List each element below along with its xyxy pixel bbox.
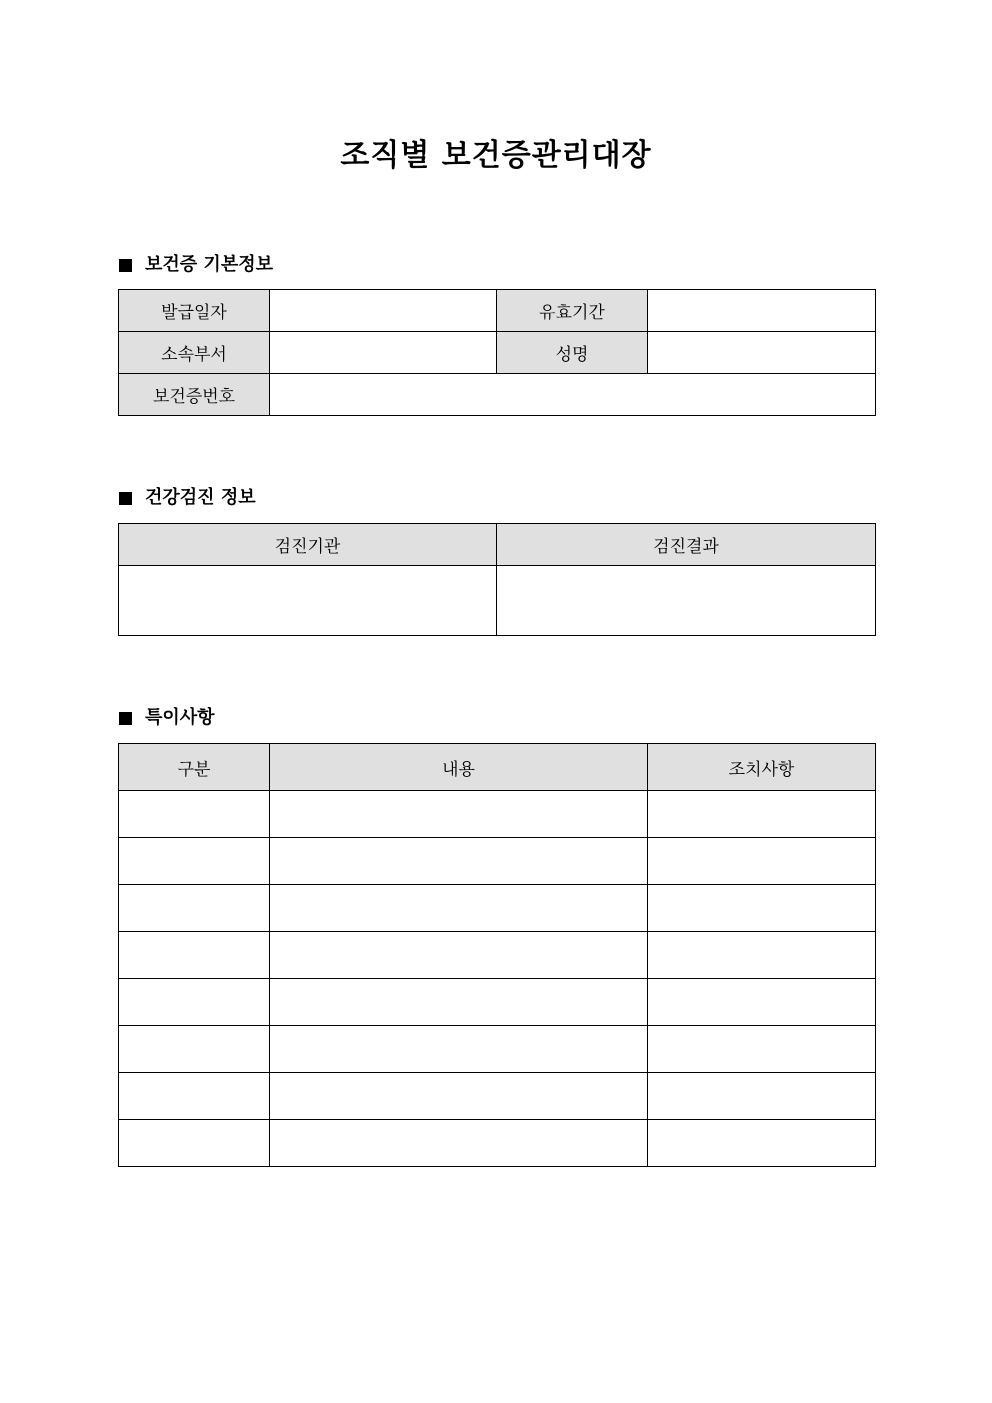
category-cell[interactable] [119, 791, 270, 838]
action-cell[interactable] [648, 791, 876, 838]
table-row [119, 290, 876, 332]
content-cell[interactable] [270, 1073, 648, 1120]
category-cell[interactable] [119, 838, 270, 885]
content-cell[interactable] [270, 885, 648, 932]
action-cell[interactable] [648, 838, 876, 885]
category-cell[interactable] [119, 979, 270, 1026]
name-label: 성명 [497, 332, 648, 374]
content-cell[interactable] [270, 838, 648, 885]
certificate-number-field[interactable] [270, 374, 876, 416]
table-row [119, 838, 876, 885]
table-row [119, 1073, 876, 1120]
square-bullet-icon [119, 492, 132, 505]
section-heading-health-check [119, 486, 256, 510]
table-row [119, 1026, 876, 1073]
health-check-table [118, 523, 876, 636]
content-cell[interactable] [270, 1026, 648, 1073]
content-cell[interactable] [270, 932, 648, 979]
table-row [119, 1120, 876, 1167]
section-heading-label: 건강검진 정보 [145, 487, 256, 508]
column-header-action: 조치사항 [648, 744, 876, 791]
basic-info-table [118, 289, 876, 416]
issue-date-label: 발급일자 [119, 290, 270, 332]
name-field[interactable] [648, 332, 876, 374]
table-header-row [119, 744, 876, 791]
action-cell[interactable] [648, 1120, 876, 1167]
action-cell[interactable] [648, 932, 876, 979]
table-header-row [119, 524, 876, 566]
result-field[interactable] [497, 566, 876, 636]
table-row [119, 374, 876, 416]
action-cell[interactable] [648, 979, 876, 1026]
column-header-content: 내용 [270, 744, 648, 791]
table-row [119, 932, 876, 979]
section-heading-label: 보건증 기본정보 [145, 254, 273, 275]
content-cell[interactable] [270, 979, 648, 1026]
category-cell[interactable] [119, 932, 270, 979]
action-cell[interactable] [648, 1026, 876, 1073]
table-row [119, 332, 876, 374]
category-cell[interactable] [119, 1073, 270, 1120]
valid-period-label: 유효기간 [497, 290, 648, 332]
section-heading-label: 특이사항 [145, 707, 215, 728]
institution-field[interactable] [119, 566, 497, 636]
action-cell[interactable] [648, 1073, 876, 1120]
category-cell[interactable] [119, 885, 270, 932]
table-row [119, 885, 876, 932]
column-header-category: 구분 [119, 744, 270, 791]
valid-period-field[interactable] [648, 290, 876, 332]
square-bullet-icon [119, 712, 132, 725]
table-row [119, 979, 876, 1026]
category-cell[interactable] [119, 1120, 270, 1167]
table-row [119, 566, 876, 636]
certificate-number-label: 보건증번호 [119, 374, 270, 416]
department-field[interactable] [270, 332, 497, 374]
column-header-result: 검진결과 [497, 524, 876, 566]
content-cell[interactable] [270, 1120, 648, 1167]
section-heading-special-notes [119, 706, 215, 730]
action-cell[interactable] [648, 885, 876, 932]
content-cell[interactable] [270, 791, 648, 838]
issue-date-field[interactable] [270, 290, 497, 332]
section-heading-basic-info [119, 253, 273, 277]
department-label: 소속부서 [119, 332, 270, 374]
table-row [119, 791, 876, 838]
square-bullet-icon [119, 259, 132, 272]
column-header-institution: 검진기관 [119, 524, 497, 566]
special-notes-table [118, 743, 876, 1167]
page-title: 조직별 보건증관리대장 [340, 138, 652, 173]
category-cell[interactable] [119, 1026, 270, 1073]
